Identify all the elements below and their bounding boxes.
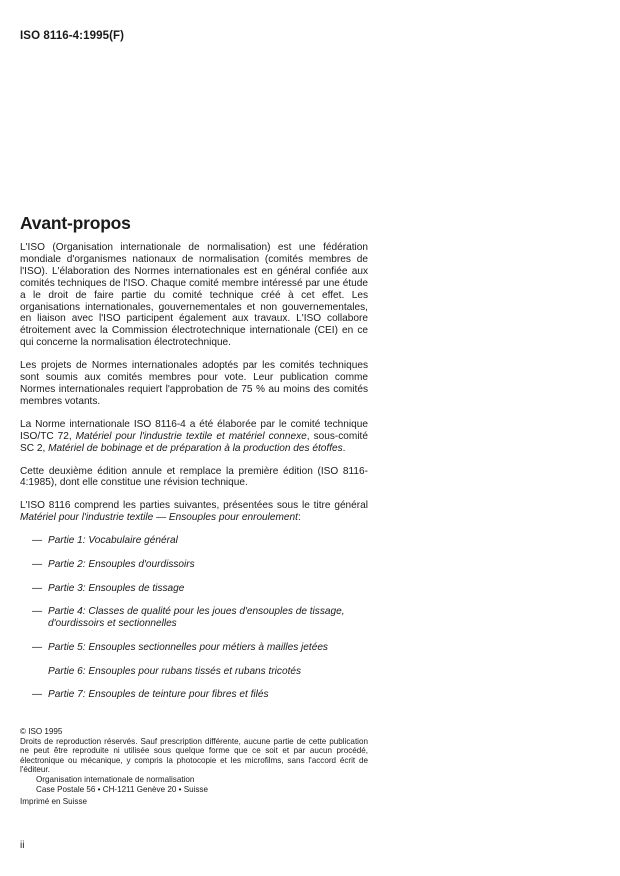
committee-name: Matériel pour l'industrie textile et matériel connexe bbox=[75, 430, 307, 442]
general-title: Matériel pour l'industrie textile — Ensouples pour enroulement bbox=[20, 512, 298, 524]
list-item: Partie 6: Ensouples pour rubans tissés et rubans tricotés bbox=[48, 665, 302, 677]
list-item: — Partie 7: Ensouples de teinture pour fibres et filés bbox=[32, 689, 269, 701]
page-number: ii bbox=[20, 840, 25, 851]
subcommittee-name: Matériel de bobinage et de préparation à la production des étoffes bbox=[48, 442, 343, 454]
paragraph-iso-intro: L'ISO (Organisation internationale de normalisation) est une fédération mondiale d'organismes nationaux de normalisation (comités membres de l'ISO). L'élaboration des Normes internationales est en général confiée aux comités techniques de l'ISO. Chaque comité membre intéressé par une étude a le droit de faire partie du comité technique créé à cet effet. Les organisations internationales, gouvernementales et non gouvernementales, en liaison avec l'ISO participent également aux travaux. L'ISO collabore étroitement avec la Commission électrotechnique internationale (CEI) en ce qui concerne la normalisation électrotechnique. bbox=[20, 242, 368, 349]
paragraph-voting: Les projets de Normes internationales adoptés par les comités techniques sont soumis aux comités membres pour vote. Leur publication comme Normes internationales requiert l'approbation de 75 % au moins des comités membres votants. bbox=[20, 360, 368, 407]
printed-notice: Imprimé en Suisse bbox=[20, 797, 88, 807]
copyright-notice: © ISO 1995 bbox=[20, 727, 63, 736]
rights-notice: Droits de reproduction réservés. Sauf prescription différente, aucune partie de cette publication ne peut être reproduite ni utilisée sous quelque forme que ce soit et par aucun procédé, électronique ou mécanique, y compris la photocopie et les microfilms, sans l'accord écrit de l'éditeur. bbox=[20, 736, 368, 775]
list-item: — Partie 4: Classes de qualité pour les joues d'ensouples de tissage, d'ourdissoirs et sectionnelles bbox=[32, 606, 345, 630]
list-item: — Partie 5: Ensouples sectionnelles pour métiers à mailles jetées bbox=[32, 641, 328, 653]
organization-name: Organisation internationale de normalisation bbox=[36, 774, 195, 784]
standard-header: ISO 8116-4:1995(F) bbox=[20, 30, 125, 42]
paragraph-parts-intro: L'ISO 8116 comprend les parties suivantes, présentées sous le titre général Matériel pour l'industrie textile — Ensouples pour enroulement: bbox=[20, 500, 368, 524]
section-title: Avant-propos bbox=[20, 213, 131, 233]
organization-address: Case Postale 56 • CH-1211 Genève 20 • Suisse bbox=[36, 784, 208, 794]
paragraph-committee: La Norme internationale ISO 8116-4 a été élaborée par le comité technique ISO/TC 72, Matériel pour l'industrie textile et matériel connexe, sous-comité SC 2, Matériel de bobinage et de préparation à la production des étoffes. bbox=[20, 418, 368, 454]
list-item: — Partie 2: Ensouples d'ourdissoirs bbox=[32, 558, 195, 570]
foreword-body bbox=[20, 242, 368, 713]
copyright-footer bbox=[20, 727, 368, 807]
parts-list bbox=[20, 535, 368, 701]
list-item: — Partie 1: Vocabulaire général bbox=[32, 535, 178, 547]
list-item: — Partie 3: Ensouples de tissage bbox=[32, 582, 185, 594]
paragraph-edition: Cette deuxième édition annule et remplace la première édition (ISO 8116-4:1985), dont elle constitue une révision technique. bbox=[20, 465, 368, 489]
